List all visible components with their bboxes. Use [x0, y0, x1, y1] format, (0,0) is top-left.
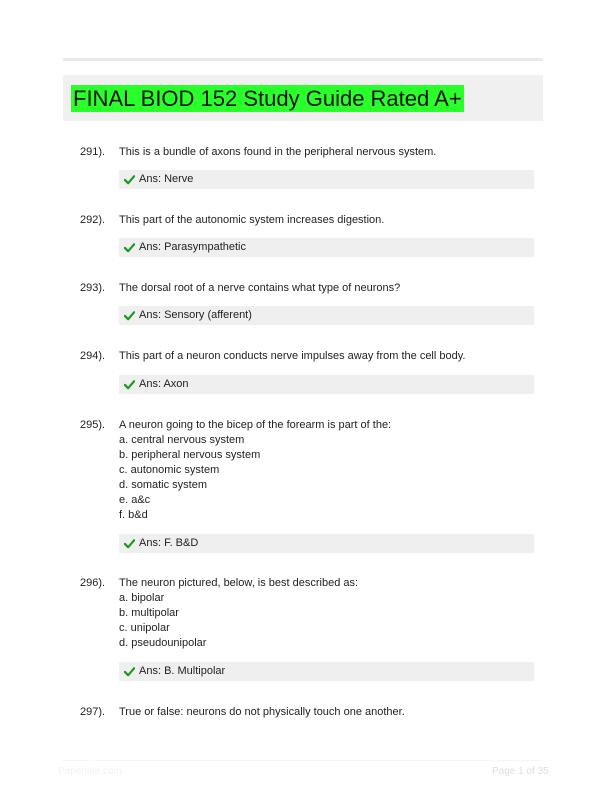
answer-text: Ans: Sensory (afferent) [139, 309, 252, 321]
title-banner [63, 75, 543, 121]
question-number: 292). [80, 214, 106, 226]
question-text: True or false: neurons do not physically touch one another. [119, 706, 405, 718]
answer-box [119, 375, 534, 394]
question-number: 291). [80, 146, 106, 158]
answer-option: a. central nervous system [119, 434, 245, 446]
top-divider [63, 58, 543, 61]
answer-option: c. unipolar [119, 622, 170, 634]
question-text: This is a bundle of axons found in the peripheral nervous system. [119, 146, 437, 158]
question-number: 294). [80, 350, 106, 362]
question-text: The neuron pictured, below, is best described as: [119, 577, 359, 589]
answer-box [119, 662, 534, 681]
check-icon [124, 310, 135, 321]
answer-option: d. pseudounipolar [119, 637, 207, 649]
answer-box [119, 534, 534, 553]
question-text: This part of the autonomic system increases digestion. [119, 214, 385, 226]
answer-text: Ans: Parasympathetic [139, 241, 246, 253]
answer-option: f. b&d [119, 509, 148, 521]
page-number: Page 1 of 35 [492, 766, 549, 777]
page-title: FINAL BIOD 152 Study Guide Rated A+ [73, 86, 462, 111]
question-number: 296). [80, 577, 106, 589]
answer-text: Ans: B. Multipolar [139, 665, 226, 677]
answer-text: Ans: F. B&D [139, 537, 199, 549]
answer-text: Ans: Nerve [139, 173, 194, 185]
question-number: 293). [80, 282, 106, 294]
question-number: 297). [80, 706, 106, 718]
answer-box [119, 170, 534, 189]
footer-site-watermark: Paperitite.com [58, 766, 122, 777]
answer-option: d. somatic system [119, 479, 208, 491]
question-text: A neuron going to the bicep of the forearm is part of the: [119, 419, 392, 431]
check-icon [124, 174, 135, 185]
answer-option: a. bipolar [119, 592, 165, 604]
answer-box [119, 238, 534, 257]
question-text: The dorsal root of a nerve contains what type of neurons? [119, 282, 401, 294]
answer-box [119, 306, 534, 325]
answer-option: b. peripheral nervous system [119, 449, 261, 461]
answer-option: c. autonomic system [119, 464, 220, 476]
answer-option: b. multipolar [119, 607, 179, 619]
answer-text: Ans: Axon [139, 378, 189, 390]
answer-option: e. a&c [119, 494, 151, 506]
check-icon [124, 379, 135, 390]
check-icon [124, 538, 135, 549]
bottom-divider [63, 760, 543, 761]
check-icon [124, 666, 135, 677]
question-number: 295). [80, 419, 106, 431]
question-text: This part of a neuron conducts nerve impulses away from the cell body. [119, 350, 466, 362]
check-icon [124, 242, 135, 253]
